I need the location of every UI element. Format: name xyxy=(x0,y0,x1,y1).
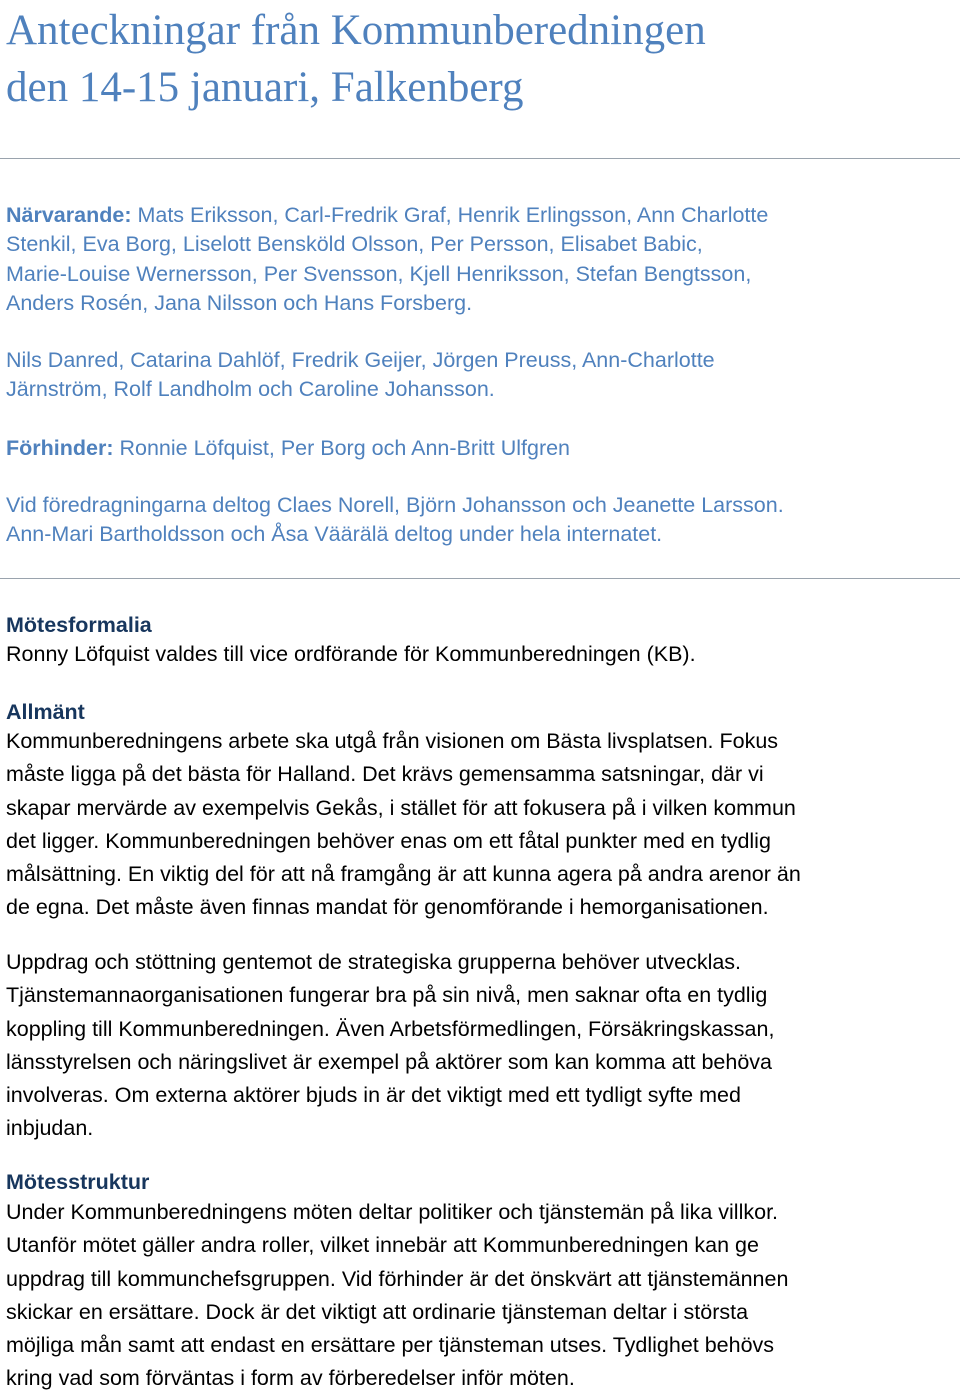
present-line: Anders Rosén, Jana Nilsson och Hans Forsberg. xyxy=(6,290,473,315)
paragraph-line: skapar mervärde av exempelvis Gekås, i stället för att fokusera på i vilken kommun xyxy=(6,795,796,820)
guests-line: Vid föredragningarna deltog Claes Norell, Björn Johansson och Jeanette Larsson. xyxy=(6,493,784,517)
section-heading-motesstruktur: Mötesstruktur xyxy=(6,1170,150,1194)
present-line xyxy=(6,201,768,230)
paragraph-line: skickar en ersättare. Dock är det viktigt att ordinarie tjänsteman deltar i största xyxy=(6,1299,749,1324)
paragraph-line: möjliga mån samt att endast en ersättare per tjänsteman utses. Tydlighet behövs xyxy=(6,1333,775,1358)
absent-line xyxy=(6,434,570,463)
divider xyxy=(0,578,960,579)
allmant-paragraph-2 xyxy=(6,946,774,1146)
officials-line: Järnström, Rolf Landholm och Caroline Johansson. xyxy=(6,377,495,402)
officials-paragraph xyxy=(6,346,715,405)
guests-line: Ann-Mari Bartholdsson och Åsa Väärälä deltog under hela internatet. xyxy=(6,522,663,547)
paragraph-line: målsättning. En viktig del för att nå framgång är att kunna agera på andra arenor än xyxy=(6,862,801,887)
section-heading-motesformalia: Mötesformalia xyxy=(6,613,152,637)
paragraph-line: involveras. Om externa aktörer bjuds in är det viktigt med ett tydligt syfte med xyxy=(6,1083,741,1108)
paragraph-line: Tjänstemannaorganisationen fungerar bra på sin nivå, men saknar ofta en tydlig xyxy=(6,983,768,1008)
paragraph-line: måste ligga på det bästa för Halland. Det krävs gemensamma satsningar, där vi xyxy=(6,762,764,787)
present-line: Marie-Louise Wernersson, Per Svensson, Kjell Henriksson, Stefan Bengtsson, xyxy=(6,261,752,286)
paragraph-line: de egna. Det måste även finnas mandat för genomförande i hemorganisationen. xyxy=(6,895,769,920)
paragraph-line: Ronny Löfquist valdes till vice ordförande för Kommunberedningen (KB). xyxy=(6,642,696,666)
guests-paragraph xyxy=(6,491,784,550)
motesformalia-paragraph xyxy=(6,638,696,671)
absent-text: Ronnie Löfquist, Per Borg och Ann-Britt Ulfgren xyxy=(113,436,571,460)
section-heading-allmant: Allmänt xyxy=(6,700,85,724)
absent-label: Förhinder: xyxy=(6,436,114,460)
paragraph-line: Under Kommunberedningens möten deltar politiker och tjänstemän på lika villkor. xyxy=(6,1200,779,1224)
paragraph-line: länsstyrelsen och näringslivet är exempel på aktörer som kan komma att behöva xyxy=(6,1049,773,1074)
motesstruktur-paragraph xyxy=(6,1196,788,1396)
document-title xyxy=(6,2,706,116)
paragraph-line: koppling till Kommunberedningen. Även Arbetsförmedlingen, Försäkringskassan, xyxy=(6,1016,775,1041)
paragraph-line: det ligger. Kommunberedningen behöver enas om ett fåtal punkter med en tydlig xyxy=(6,828,771,853)
paragraph-line: kring vad som förväntas i form av förberedelser inför möten. xyxy=(6,1366,575,1391)
paragraph-line: Kommunberedningens arbete ska utgå från visionen om Bästa livsplatsen. Fokus xyxy=(6,729,779,753)
present-label: Närvarande: xyxy=(6,203,132,227)
paragraph-line: Utanför mötet gäller andra roller, vilket innebär att Kommunberedningen kan ge xyxy=(6,1233,759,1258)
officials-line: Nils Danred, Catarina Dahlöf, Fredrik Geijer, Jörgen Preuss, Ann-Charlotte xyxy=(6,348,715,372)
paragraph-line: inbjudan. xyxy=(6,1116,94,1141)
present-text: Mats Eriksson, Carl-Fredrik Graf, Henrik Erlingsson, Ann Charlotte xyxy=(131,203,769,227)
allmant-paragraph-1 xyxy=(6,725,801,925)
paragraph-line: uppdrag till kommunchefsgruppen. Vid förhinder är det önskvärt att tjänstemännen xyxy=(6,1266,789,1291)
present-line: Stenkil, Eva Borg, Liselott Bensköld Olsson, Per Persson, Elisabet Babic, xyxy=(6,232,703,257)
absent-paragraph xyxy=(6,434,570,463)
present-paragraph xyxy=(6,201,768,318)
divider xyxy=(0,158,960,159)
title-line: den 14-15 januari, Falkenberg xyxy=(6,64,524,111)
paragraph-line: Uppdrag och stöttning gentemot de strategiska grupperna behöver utvecklas. xyxy=(6,950,742,974)
title-line: Anteckningar från Kommunberedningen xyxy=(6,7,706,54)
